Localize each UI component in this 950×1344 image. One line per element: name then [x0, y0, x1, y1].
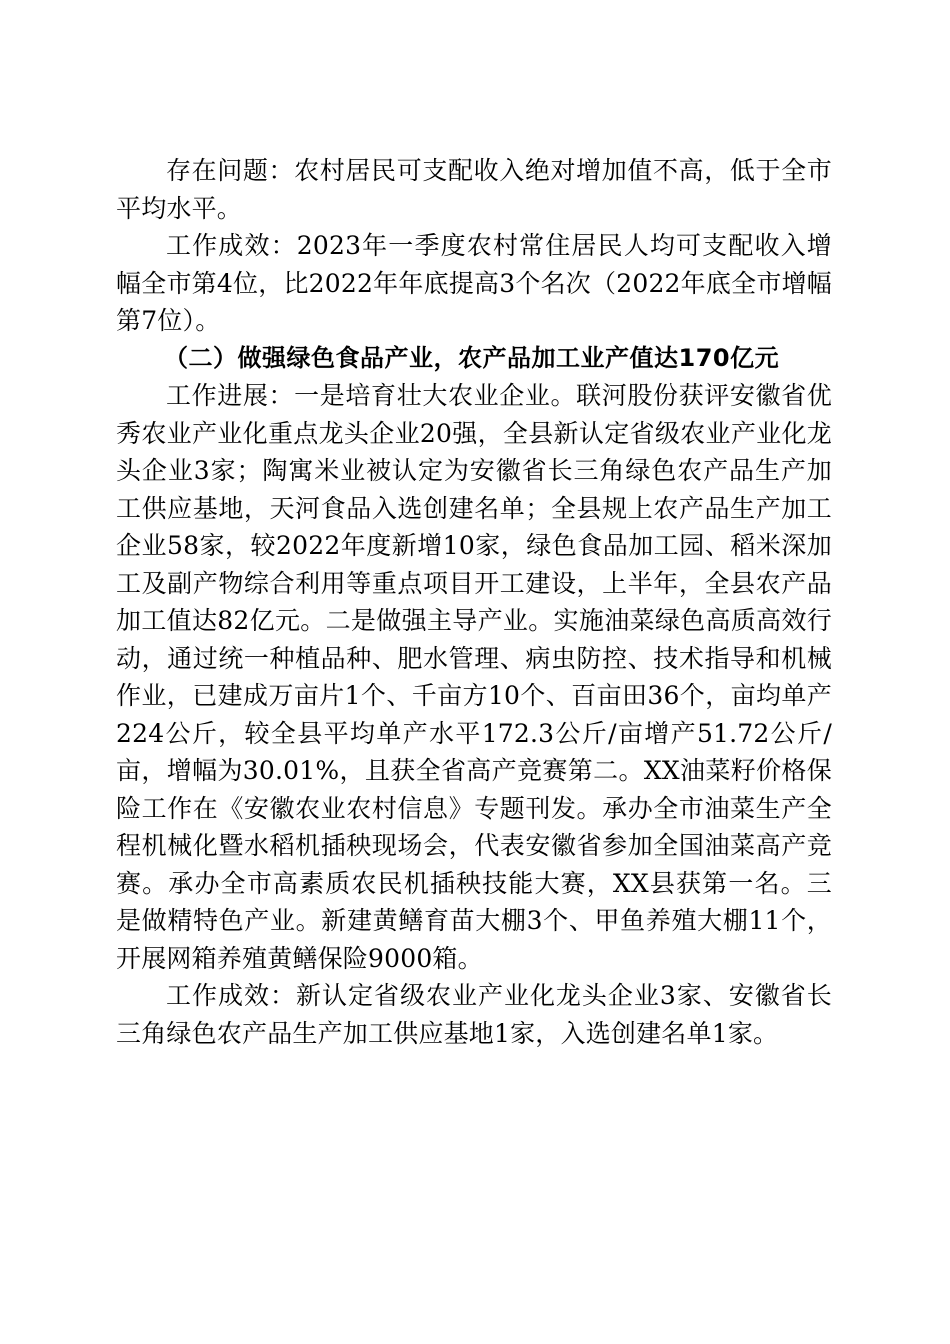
- paragraph-work-results-enterprises: 工作成效：新认定省级农业产业化龙头企业3家、安徽省长三角绿色农产品生产加工供应基地1家，入选创建名单1家。: [116, 981, 832, 1048]
- paragraph-existing-problems: 存在问题：农村居民可支配收入绝对增加值不高，低于全市平均水平。: [116, 156, 832, 223]
- paragraph-work-results-income: 工作成效：2023年一季度农村常住居民人均可支配收入增幅全市第4位，比2022年年底提高3个名次（2022年底全市增幅第7位）。: [116, 231, 832, 335]
- paragraph-work-progress: 工作进展：一是培育壮大农业企业。联河股份获评安徽省优秀农业产业化重点龙头企业20强，全县新认定省级农业产业化龙头企业3家；陶寓米业被认定为安徽省长三角绿色农产品生产加工供应基地，天河食品入选创建名单；全县规上农产品生产加工企业58家，较2022年度新增10家，绿色食品加工园、稻米深加工及副产物综合利用等重点项目开工建设，上半年，全县农产品加工值达82亿元。二是做强主导产业。实施油菜绿色高质高效行动，通过统一种植品种、肥水管理、病虫防控、技术指导和机械作业，已建成万亩片1个、千亩方10个、百亩田36个，亩均单产224公斤，较全县平均单产水平172.3公斤/亩增产51.72公斤/亩，增幅为30.01%，且获全省高产竞赛第二。XX油菜籽价格保险工作在《安徽农业农村信息》专题刊发。承办全市油菜生产全程机械化暨水稻机插秧现场会，代表安徽省参加全国油菜高产竞赛。承办全市高素质农民机插秧技能大赛，XX县获第一名。三是做精特色产业。新建黄鳝育苗大棚3个、甲鱼养殖大棚11个，开展网箱养殖黄鳝保险9000箱。: [116, 381, 832, 973]
- section-heading: （二）做强绿色食品产业，农产品加工业产值达170亿元: [164, 343, 780, 372]
- document-body: [116, 152, 832, 1052]
